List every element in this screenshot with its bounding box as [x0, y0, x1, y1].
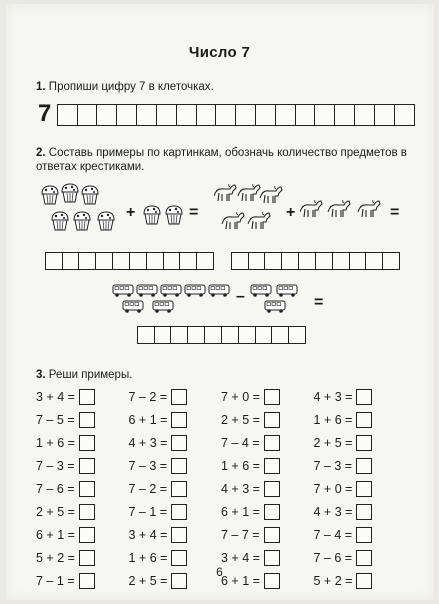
horse-icon — [238, 184, 260, 201]
exercise-item — [129, 457, 222, 474]
exercise-item — [36, 480, 129, 497]
exercise-item — [36, 411, 129, 428]
bus-icon — [251, 285, 271, 297]
cupcake-icon — [144, 206, 160, 224]
equals-sign-3: = — [314, 294, 324, 311]
exercise-grid — [36, 388, 406, 589]
writing-cell[interactable] — [163, 252, 181, 270]
cupcakes-group-2 — [140, 196, 190, 236]
exercise-column — [129, 388, 222, 589]
exercise-item — [314, 480, 407, 497]
writing-cell[interactable] — [281, 252, 299, 270]
task1-number: 1. — [36, 81, 46, 93]
answer-box[interactable] — [264, 412, 280, 428]
writing-cell[interactable] — [204, 326, 222, 344]
bus-icon — [113, 285, 133, 297]
answer-box[interactable] — [356, 481, 372, 497]
writing-cell[interactable] — [95, 252, 113, 270]
exercise-item — [129, 480, 222, 497]
exercise-item — [129, 411, 222, 428]
equals-sign-2: = — [390, 204, 400, 221]
answer-box[interactable] — [79, 389, 95, 405]
horses-group-3 — [300, 190, 388, 230]
plus-sign-1: + — [126, 204, 136, 221]
exercise-item — [36, 549, 129, 566]
answer-box[interactable] — [171, 458, 187, 474]
answer-box[interactable] — [171, 481, 187, 497]
bus-icon — [161, 285, 181, 297]
writing-cell[interactable] — [315, 252, 333, 270]
answer-box[interactable] — [356, 527, 372, 543]
exercise-text: 7 – 6 = — [36, 481, 75, 496]
writing-cell[interactable] — [112, 252, 130, 270]
exercise-text: 7 – 3 = — [36, 458, 75, 473]
task1-instruction — [36, 80, 214, 94]
exercise-text: 4 + 3 = — [313, 504, 353, 519]
bus-icon — [153, 301, 173, 313]
task3-text: Реши примеры. — [48, 369, 133, 381]
writing-cell[interactable] — [170, 326, 188, 344]
exercise-text: 7 – 5 = — [36, 412, 75, 427]
writing-cell[interactable] — [275, 104, 296, 126]
answer-box[interactable] — [264, 458, 280, 474]
writing-cell[interactable] — [45, 252, 63, 270]
bus-icon — [277, 285, 297, 297]
exercise-column — [36, 388, 129, 589]
exercise-text: 7 + 0 = — [221, 389, 260, 404]
page-number: 6 — [216, 565, 223, 579]
bus-icon — [185, 285, 205, 297]
answer-cells-cupcakes[interactable] — [46, 252, 214, 270]
writing-cell[interactable] — [382, 252, 400, 270]
answer-box[interactable] — [171, 504, 187, 520]
answer-box[interactable] — [79, 481, 95, 497]
cupcake-icon — [98, 212, 114, 230]
answer-box[interactable] — [79, 527, 95, 543]
answer-box[interactable] — [79, 504, 95, 520]
answer-box[interactable] — [79, 412, 95, 428]
cupcakes-group-5 — [40, 180, 120, 238]
exercise-item — [314, 549, 407, 566]
exercise-text: 7 – 2 = — [128, 389, 168, 404]
writing-cell[interactable] — [156, 104, 177, 126]
exercise-text: 6 + 1 = — [36, 527, 75, 542]
exercise-text: 4 + 3 = — [313, 389, 353, 404]
equals-sign-1: = — [189, 204, 199, 221]
answer-box[interactable] — [171, 527, 187, 543]
exercise-text: 2 + 5 = — [313, 435, 353, 450]
writing-cell[interactable] — [136, 104, 157, 126]
exercise-item — [36, 388, 129, 405]
exercise-text: 7 – 4 = — [221, 435, 260, 450]
plus-sign-2: + — [286, 204, 296, 221]
task2-instruction — [36, 146, 411, 174]
digit-writing-cells[interactable] — [58, 104, 415, 126]
exercise-text: 3 + 4 = — [221, 550, 260, 565]
writing-cell[interactable] — [96, 104, 117, 126]
sample-digit: 7 — [38, 100, 52, 127]
buses-group-3 — [250, 282, 310, 318]
exercise-item — [129, 434, 222, 451]
exercise-item — [36, 434, 129, 451]
answer-box[interactable] — [264, 435, 280, 451]
exercise-item — [36, 503, 129, 520]
answer-box[interactable] — [356, 389, 372, 405]
exercise-text: 3 + 4 = — [36, 389, 75, 404]
exercise-item — [221, 411, 314, 428]
exercise-item — [314, 388, 407, 405]
cupcake-icon — [52, 212, 68, 230]
cupcake-icon — [42, 186, 58, 204]
writing-cell[interactable] — [354, 104, 375, 126]
writing-cell[interactable] — [78, 252, 96, 270]
writing-cell[interactable] — [187, 326, 205, 344]
writing-cell[interactable] — [271, 326, 289, 344]
exercise-item — [314, 434, 407, 451]
answer-box[interactable] — [356, 412, 372, 428]
answer-box[interactable] — [264, 527, 280, 543]
exercise-item — [129, 526, 222, 543]
answer-box[interactable] — [264, 550, 280, 566]
writing-cell[interactable] — [137, 326, 155, 344]
task1-text: Пропиши цифру 7 в клеточках. — [48, 81, 214, 93]
exercise-item — [314, 457, 407, 474]
writing-cell[interactable] — [248, 252, 266, 270]
answer-box[interactable] — [171, 550, 187, 566]
writing-cell[interactable] — [231, 252, 249, 270]
horse-icon — [358, 200, 380, 217]
task3-instruction — [36, 368, 132, 382]
bus-icon — [123, 301, 143, 313]
bus-icon — [209, 285, 229, 297]
answer-box[interactable] — [79, 458, 95, 474]
answer-box[interactable] — [264, 504, 280, 520]
writing-cell[interactable] — [215, 104, 236, 126]
horse-icon — [214, 184, 236, 201]
writing-cell[interactable] — [374, 104, 395, 126]
exercise-text: 7 – 1 = — [128, 504, 168, 519]
writing-cell[interactable] — [334, 104, 355, 126]
writing-cell[interactable] — [264, 252, 282, 270]
answer-box[interactable] — [356, 458, 372, 474]
horse-icon — [328, 200, 350, 217]
exercise-text: 6 + 1 = — [128, 412, 168, 427]
exercise-text: 7 – 2 = — [128, 481, 168, 496]
exercise-text: 1 + 6 = — [128, 550, 168, 565]
answer-box[interactable] — [356, 550, 372, 566]
writing-cell[interactable] — [179, 252, 197, 270]
writing-cell[interactable] — [176, 104, 197, 126]
horse-icon — [260, 186, 282, 203]
answer-box[interactable] — [356, 504, 372, 520]
cupcake-icon — [62, 184, 78, 202]
writing-cell[interactable] — [196, 104, 217, 126]
exercise-item — [314, 503, 407, 520]
writing-cell[interactable] — [255, 104, 276, 126]
exercise-item — [129, 549, 222, 566]
answer-cells-horses[interactable] — [232, 252, 400, 270]
exercise-item — [221, 480, 314, 497]
horse-icon — [248, 212, 270, 229]
writing-cell[interactable] — [394, 104, 415, 126]
buses-group-7 — [112, 282, 242, 318]
exercise-item — [314, 411, 407, 428]
cupcake-icon — [74, 212, 90, 230]
writing-cell[interactable] — [298, 252, 316, 270]
exercise-item — [221, 434, 314, 451]
exercise-column — [221, 388, 314, 589]
exercise-text: 2 + 5 = — [128, 573, 168, 588]
answer-box[interactable] — [171, 412, 187, 428]
task3-number: 3. — [36, 369, 46, 381]
writing-cell[interactable] — [154, 326, 172, 344]
exercise-text: 5 + 2 = — [36, 550, 75, 565]
horse-icon — [300, 200, 322, 217]
exercise-text: 1 + 6 = — [36, 435, 75, 450]
writing-cell[interactable] — [295, 104, 316, 126]
writing-cell[interactable] — [221, 326, 239, 344]
task2-text: Составь примеры по картинкам, обозначь количество предметов в ответах крестиками. — [36, 147, 407, 173]
exercise-item — [314, 526, 407, 543]
answer-cells-buses[interactable] — [138, 326, 306, 344]
minus-sign: – — [236, 288, 245, 305]
writing-cell[interactable] — [314, 104, 335, 126]
answer-box[interactable] — [171, 389, 187, 405]
writing-cell[interactable] — [116, 104, 137, 126]
writing-cell[interactable] — [238, 326, 256, 344]
exercise-item — [221, 503, 314, 520]
exercise-item — [221, 457, 314, 474]
answer-box[interactable] — [79, 435, 95, 451]
horses-group-5 — [214, 180, 284, 240]
answer-box[interactable] — [356, 435, 372, 451]
answer-box[interactable] — [264, 389, 280, 405]
bus-icon — [265, 301, 285, 313]
exercise-text: 7 – 6 = — [313, 550, 353, 565]
exercise-text: 7 – 3 = — [128, 458, 168, 473]
exercise-text: 6 + 1 = — [221, 573, 260, 588]
exercise-text: 3 + 4 = — [128, 527, 168, 542]
writing-cell[interactable] — [77, 104, 98, 126]
horse-icon — [222, 212, 244, 229]
exercise-text: 7 – 4 = — [313, 527, 353, 542]
exercise-text: 7 – 3 = — [313, 458, 353, 473]
exercise-text: 4 + 3 = — [128, 435, 168, 450]
writing-cell[interactable] — [365, 252, 383, 270]
exercise-text: 1 + 6 = — [313, 412, 353, 427]
answer-box[interactable] — [171, 435, 187, 451]
answer-box[interactable] — [79, 550, 95, 566]
exercise-item — [221, 526, 314, 543]
exercise-text: 7 – 7 = — [221, 527, 260, 542]
writing-cell[interactable] — [235, 104, 256, 126]
cupcake-icon — [166, 206, 182, 224]
writing-cell[interactable] — [349, 252, 367, 270]
exercise-column — [314, 388, 407, 589]
writing-cell[interactable] — [57, 104, 78, 126]
bus-icon — [137, 285, 157, 297]
task2-number: 2. — [36, 147, 46, 159]
exercise-text: 1 + 6 = — [221, 458, 260, 473]
exercise-item — [221, 549, 314, 566]
writing-cell[interactable] — [129, 252, 147, 270]
exercise-item — [129, 388, 222, 405]
exercise-item — [129, 503, 222, 520]
page-title: Число 7 — [188, 44, 251, 61]
exercise-text: 7 + 0 = — [313, 481, 353, 496]
writing-cell[interactable] — [196, 252, 214, 270]
exercise-text: 7 – 1 = — [36, 573, 75, 588]
exercise-text: 2 + 5 = — [36, 504, 75, 519]
answer-box[interactable] — [264, 481, 280, 497]
exercise-item — [36, 457, 129, 474]
writing-cell[interactable] — [255, 326, 273, 344]
exercise-text: 4 + 3 = — [221, 481, 260, 496]
cupcake-icon — [82, 186, 98, 204]
writing-cell[interactable] — [146, 252, 164, 270]
exercise-item — [36, 526, 129, 543]
exercise-text: 5 + 2 = — [313, 573, 353, 588]
writing-cell[interactable] — [332, 252, 350, 270]
exercise-text: 2 + 5 = — [221, 412, 260, 427]
writing-cell[interactable] — [288, 326, 306, 344]
writing-cell[interactable] — [62, 252, 80, 270]
exercise-item — [221, 388, 314, 405]
exercise-text: 6 + 1 = — [221, 504, 260, 519]
